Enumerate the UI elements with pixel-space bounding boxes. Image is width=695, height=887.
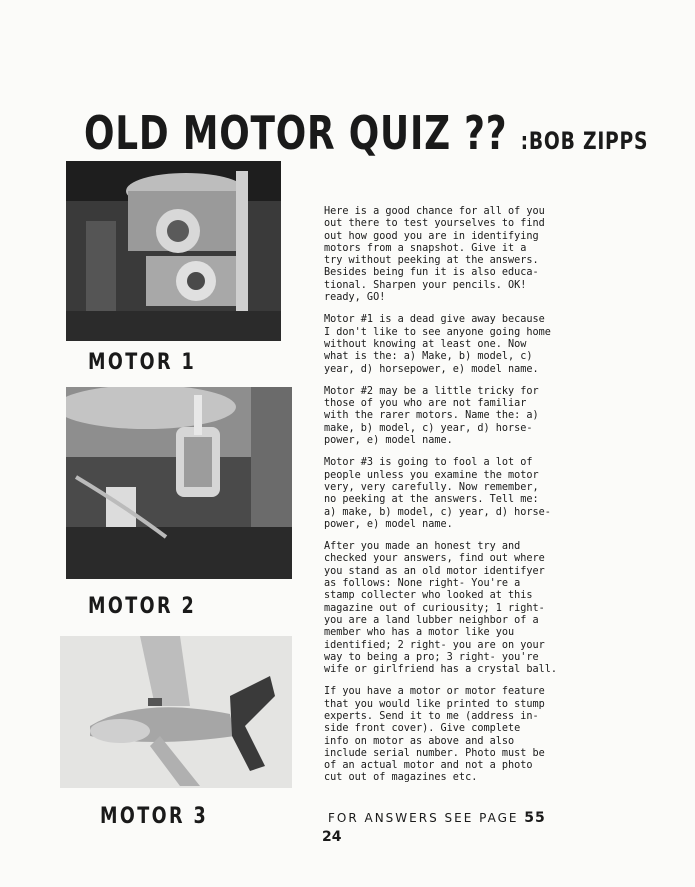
engine-photo-icon [66, 161, 281, 341]
engine-photo-icon [66, 387, 292, 579]
author-byline: :BOB ZIPPS [520, 127, 649, 155]
motor-1-caption: MOTOR 1 [88, 350, 197, 375]
motor-3-photo [60, 636, 292, 788]
paragraph-motor-1: Motor #1 is a dead give away because I don't like to see anyone going home without knowing at least one. Now what is the: a) Make, b) model, c) year, d) horsepower, e) model name. [324, 314, 551, 375]
page-title [84, 106, 649, 160]
motor-2-photo [66, 387, 292, 579]
paragraph-motor-2: Motor #2 may be a little tricky for those of you who are not familiar with the rarer motors. Name the: a) make, b) model, c) year, d) horse- power, e) model name. [324, 385, 539, 447]
answers-reference [328, 810, 546, 826]
motor-2-caption: MOTOR 2 [88, 594, 197, 619]
page-number: 24 [322, 829, 342, 845]
motor-1-photo [66, 161, 281, 341]
article-body [324, 206, 586, 795]
paragraph-scoring: After you made an honest try and checked your answers, find out where you stand as an old motor identifyer as follows: None right- You're a stamp collecter who looked at this magazine out of curiousity; 1 right- you are a land lubber neighbor of a member who has a motor like you identified; 2 right- you are on your way to being a pro; 3 right- you're wife or girlfriend has a crystal ball. [324, 541, 558, 676]
paragraph-intro: Here is a good chance for all of you out there to test yourselves to find out how good you are in identifying motors from a snapshot. Give it a try without peeking at the answers. Besides being fun it is also educa- tional. Sharpen your pencils. OK! ready, GO! [324, 206, 545, 304]
title-text: OLD MOTOR QUIZ ?? [84, 106, 508, 160]
motor-3-caption: MOTOR 3 [100, 804, 209, 829]
paragraph-submit: If you have a motor or motor feature that you would like printed to stump experts. Send it to me (address in- side front cover). Give complete info on motor as above and also include serial number. Photo must be of an actual motor and not a photo cut out of magazines etc. [324, 686, 545, 784]
paragraph-motor-3: Motor #3 is going to fool a lot of people unless you examine the motor very, very carefully. Now remember, no peeking at the answers. Tell me: a) make, b) model, c) year, d) horse- power, e) model name. [324, 457, 551, 530]
answers-text: FOR ANSWERS SEE PAGE [328, 811, 519, 825]
answers-page-number: 55 [524, 810, 546, 826]
lower-unit-photo-icon [60, 636, 292, 788]
